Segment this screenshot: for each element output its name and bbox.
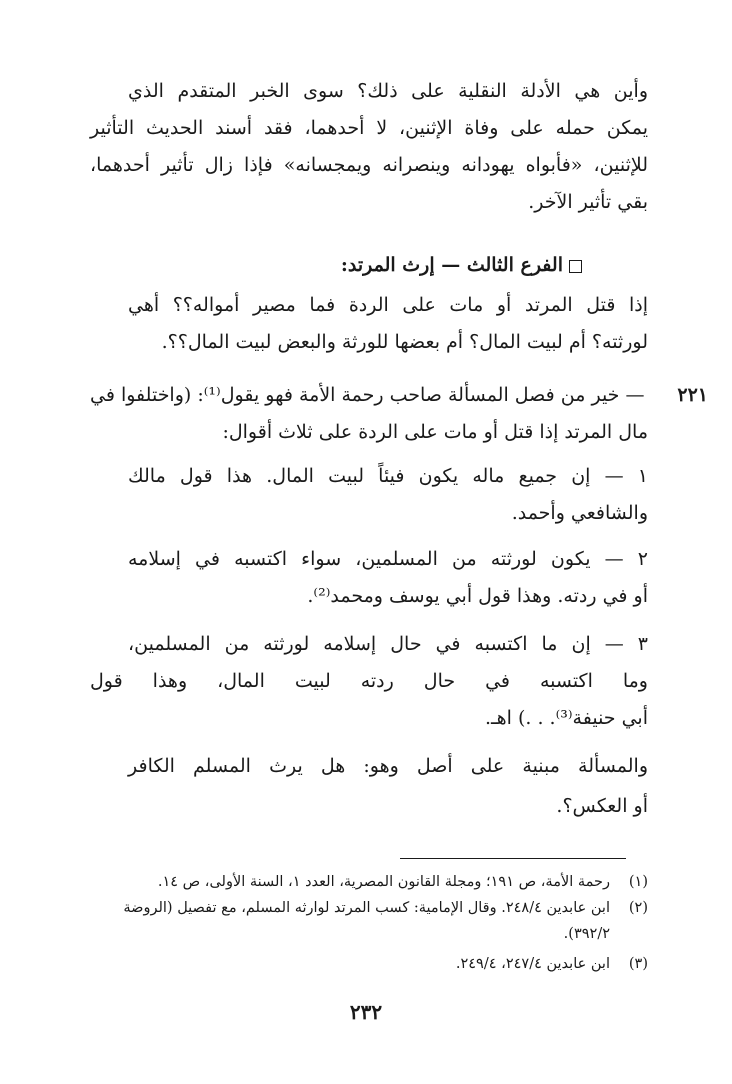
footnote-text: ٣٩٢/٢). [563, 926, 610, 942]
section-heading-text: الفرع الثالث — إرث المرتد: [340, 254, 563, 276]
footnote-text: رحمة الأمة، ص ١٩١؛ ومجلة القانون المصرية، العدد ١، السنة الأولى، ص ١٤. [157, 874, 610, 890]
text-line: أبي حنيفة⁽³⁾. . .) اهـ. [485, 707, 648, 729]
text-line: لورثته؟ أم لبيت المال؟ أم بعضها للورثة والبعض لبيت المال؟؟. [161, 331, 648, 353]
opinion-3 [90, 633, 648, 743]
text-line: وأين هي الأدلة النقلية على ذلك؟ سوى الخبر المتقدم الذي [128, 80, 648, 102]
text-line: والشافعي وأحمد. [511, 502, 648, 524]
footnote-divider [400, 858, 626, 859]
paragraph-question [90, 294, 648, 364]
footnote-text: ابن عابدين ٢٤٨/٤. وقال الإمامية: كسب المرتد لوارثه المسلم، مع تفصيل (الروضة [123, 900, 610, 916]
footnote-number: (٣) [628, 956, 648, 972]
text-line [90, 384, 708, 406]
opinion-2 [90, 548, 648, 618]
footnote-number: (١) [628, 874, 648, 890]
text-line: والمسألة مبنية على أصل وهو: هل يرث المسلم الكافر [128, 755, 648, 777]
text-line: مال المرتد إذا قتل أو مات على الردة على ثلاث أقوال: [222, 421, 648, 443]
footnote-2-cont [564, 926, 610, 942]
footnote-1 [158, 874, 648, 890]
paragraph-221 [90, 384, 708, 454]
text-line: وما اكتسبه في حال ردته لبيت المال، وهذا قول [90, 670, 648, 692]
footnote-number: (٢) [628, 900, 648, 916]
text-line: أو في ردته. وهذا قول أبي يوسف ومحمد⁽²⁾. [307, 585, 648, 607]
footnote-3 [456, 956, 648, 972]
paragraph-number: ٢٢١ [677, 384, 708, 406]
paragraph-intro [90, 80, 648, 230]
text-line: أو العكس؟. [556, 795, 648, 817]
footnote-text: ابن عابدين ٢٤٧/٤، ٢٤٩/٤. [455, 956, 610, 972]
page-number: ٢٣٢ [349, 1000, 383, 1024]
text-line: ٢ — يكون لورثته من المسلمين، سواء اكتسبه في إسلامه [128, 548, 648, 570]
text-segment: — خير من فصل المسألة صاحب رحمة الأمة فهو يقول⁽¹⁾: (واختلفوا في [90, 384, 645, 406]
section-heading [82, 254, 582, 284]
square-bullet-icon [569, 260, 582, 273]
text-line: إذا قتل المرتد أو مات على الردة فما مصير أمواله؟؟ أهي [128, 294, 648, 316]
text-line: ٣ — إن ما اكتسبه في حال إسلامه لورثته من المسلمين، [128, 633, 648, 655]
text-line: للإثنين، «فأبواه يهودانه وينصرانه ويمجسانه» فإذا زال تأثير أحدهما، [90, 154, 648, 176]
paragraph-closing [90, 755, 648, 825]
text-line: يمكن حمله على وفاة الإثنين، لا أحدهما، فقد أسند الحديث التأثير [90, 117, 648, 139]
footnote-2 [123, 900, 648, 916]
text-line: ١ — إن جميع ماله يكون فيئاً لبيت المال. هذا قول مالك [128, 465, 648, 487]
text-line: بقي تأثير الآخر. [528, 191, 648, 213]
opinion-1 [90, 465, 648, 535]
